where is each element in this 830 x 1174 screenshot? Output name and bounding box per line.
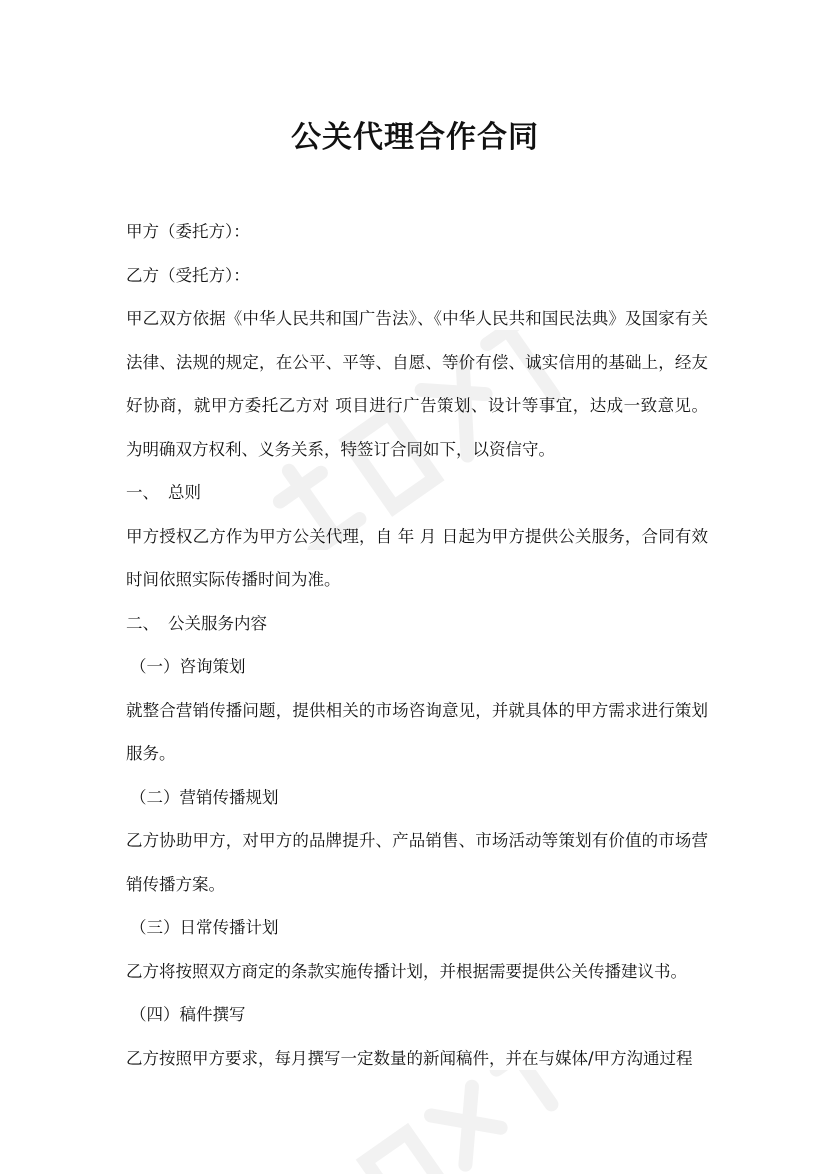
subsection-heading: （二）营销传播规划 <box>130 787 279 807</box>
subsection-heading: （一）咨询策划 <box>130 657 246 676</box>
contract-body <box>126 210 708 1080</box>
section-2-title: 公关服务内容 <box>168 613 267 633</box>
subsection-paragraph: 就整合营销传播问题，提供相关的市场咨询意见，并就具体的甲方需求进行策划服务。 <box>126 700 708 763</box>
watermark-graphic-bottom <box>330 1070 590 1174</box>
party-a-line: 甲方（委托方）： <box>126 222 250 241</box>
party-b-line: 乙方（受托方）： <box>126 265 250 285</box>
section-2-heading <box>126 602 708 646</box>
page-title: 公关代理合作合同 <box>291 120 539 155</box>
section-1-number: 一、 <box>126 483 159 502</box>
subsection-heading: （四）稿件撰写 <box>130 1005 246 1024</box>
preamble-paragraph: 甲乙双方依据《中华人民共和国广告法》、《中华人民共和国民法典》及国家有关法律、法规的规定，在公平、平等、自愿、等价有偿、诚实信用的基础上，经友好协商，就甲方委托乙方对 项目进行广告策划、设计等事宜，达成一致意见。为明确双方权利、义务关系，特签订合同如下，以资信守。 <box>126 309 708 459</box>
section-1-paragraph: 甲方授权乙方作为甲方公关代理，自 年 月 日起为甲方提供公关服务，合同有效时间依照实际传播时间为准。 <box>126 526 708 589</box>
section-1-title: 总则 <box>168 483 201 502</box>
subsection-paragraph: 乙方按照甲方要求，每月撰写一定数量的新闻稿件，并在与媒体/甲方沟通过程 <box>126 1048 693 1068</box>
section-2-number: 二、 <box>126 613 159 633</box>
subsection-paragraph: 乙方将按照双方商定的条款实施传播计划，并根据需要提供公关传播建议书。 <box>126 961 687 981</box>
section-1-heading <box>126 471 708 515</box>
subsection-paragraph: 乙方协助甲方，对甲方的品牌提升、产品销售、市场活动等策划有价值的市场营销传播方案。 <box>126 831 708 894</box>
subsection-heading: （三）日常传播计划 <box>130 918 279 937</box>
